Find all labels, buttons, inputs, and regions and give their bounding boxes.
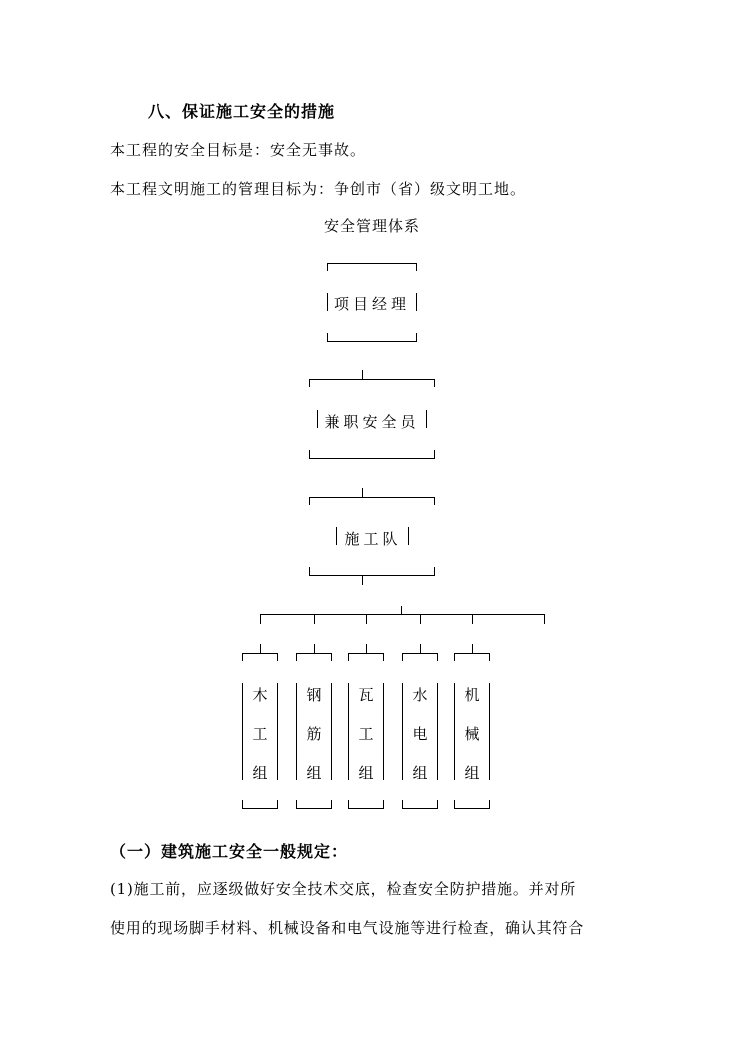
team-char: 筋: [306, 725, 322, 743]
connector-line: [362, 575, 363, 585]
safety-goal-paragraph: 本工程的安全目标是：安全无事故。: [110, 141, 367, 159]
team-char: 电: [412, 725, 428, 743]
org-chart-title: 安全管理体系: [323, 217, 420, 235]
subsection-heading: （一）建筑施工安全一般规定：: [110, 842, 349, 861]
section-heading: 八、保证施工安全的措施: [148, 102, 336, 121]
body-line: (1)施工前，应逐级做好安全技术交底，检查安全防护措施。并对所: [110, 880, 577, 898]
org-label-safety-officer: 兼职安全员: [324, 413, 420, 431]
org-label-construction-team: 施工队: [344, 530, 402, 548]
team-char: 钢: [306, 686, 322, 704]
connector-line: [401, 606, 402, 615]
team-char: 机: [464, 686, 480, 704]
team-char: 工: [358, 725, 374, 743]
civilized-goal-paragraph: 本工程文明施工的管理目标为：争创市（省）级文明工地。: [110, 180, 527, 198]
org-label-project-manager: 项目经理: [333, 295, 410, 313]
team-char: 械: [464, 725, 480, 743]
team-char: 瓦: [358, 686, 374, 704]
body-line: 使用的现场脚手材料、机械设备和电气设施等进行检查，确认其符合: [110, 919, 585, 937]
team-char: 组: [464, 764, 480, 782]
team-char: 组: [306, 764, 322, 782]
team-char: 水: [412, 686, 428, 704]
team-char: 工: [252, 725, 268, 743]
team-char: 组: [252, 764, 268, 782]
team-char: 组: [358, 764, 374, 782]
team-char: 木: [252, 686, 268, 704]
team-branch-line: [260, 614, 544, 615]
team-char: 组: [412, 764, 428, 782]
